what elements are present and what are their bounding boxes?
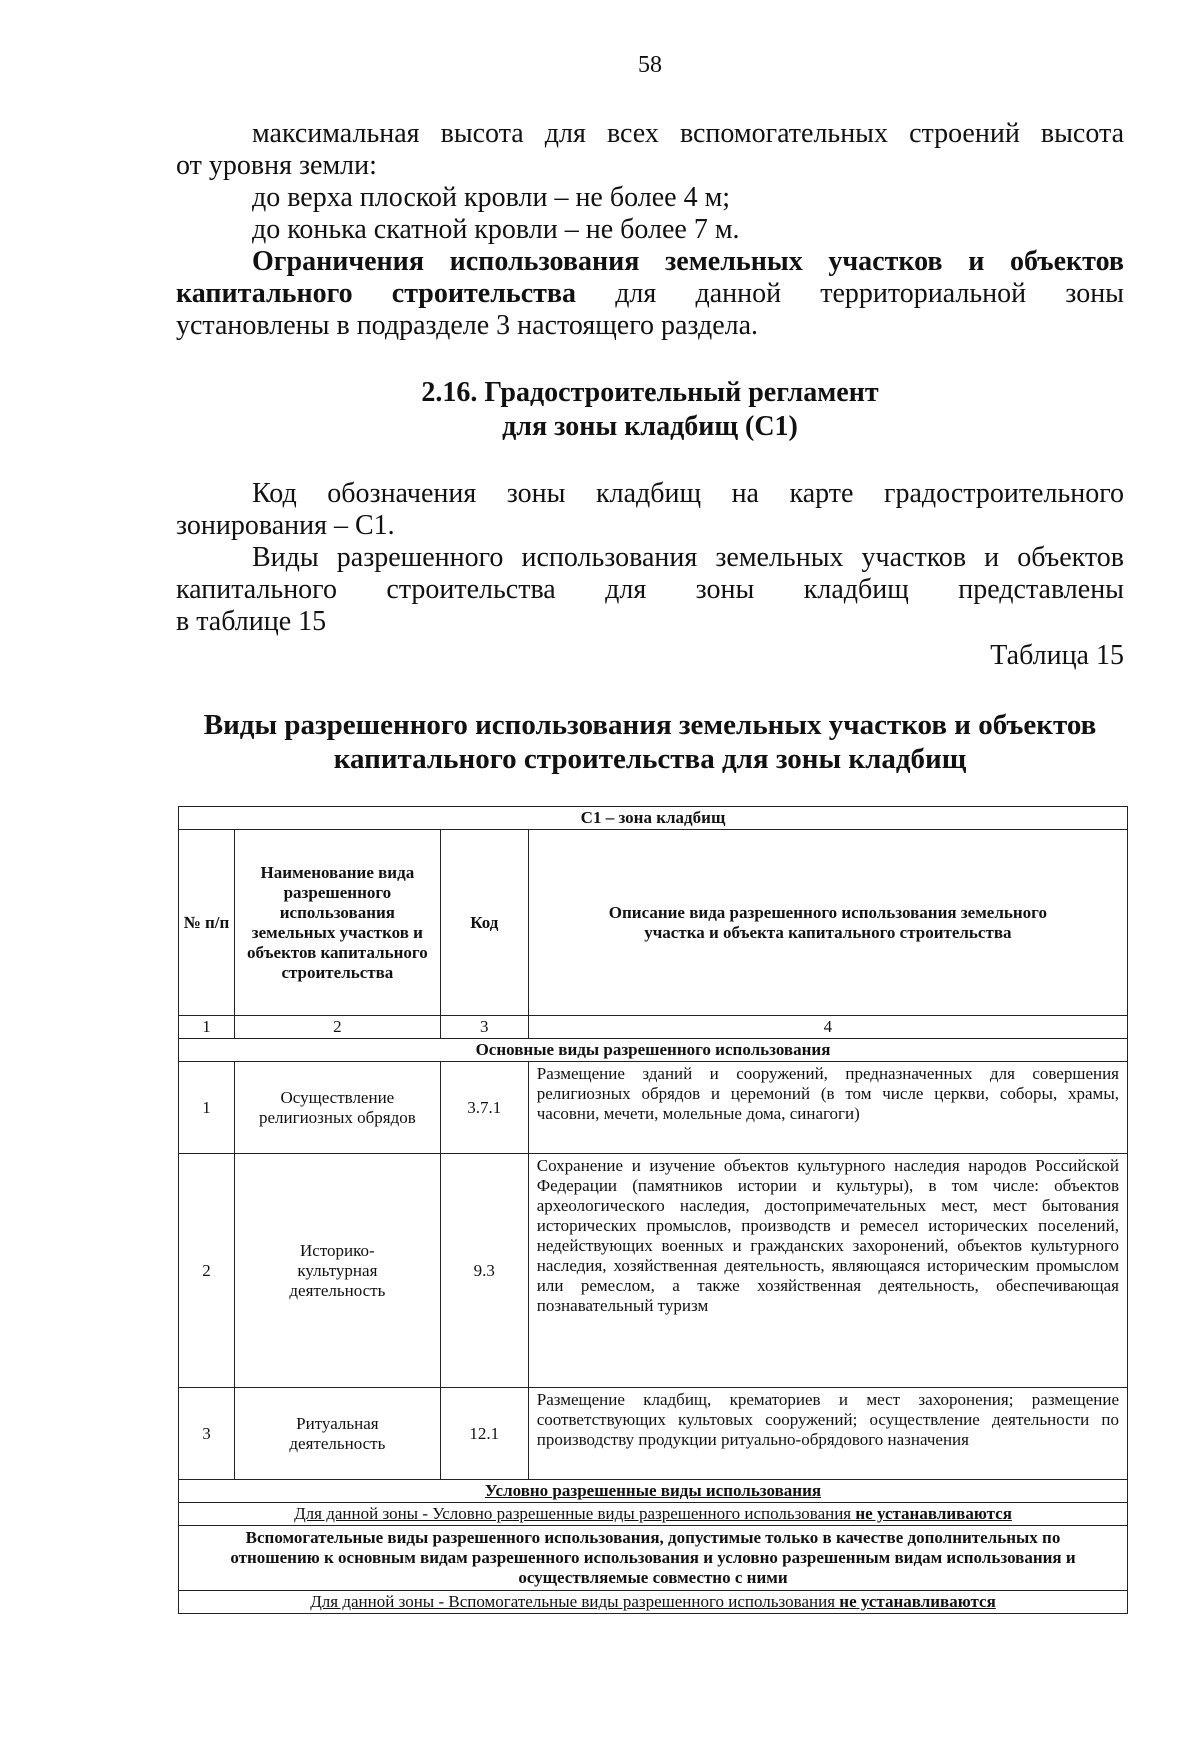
intro-line-1: максимальная высота для всех вспомогательных строений высота (252, 118, 1124, 149)
col-header-description: Описание вида разрешенного использования земельного участка и объекта капитального строительства (528, 830, 1127, 1016)
col-header-name: Наименование вида разрешенного использования земельных участков и объектов капитального строительства (234, 830, 440, 1016)
table-title-line-2: капитального строительства для зоны кладбищ (333, 743, 967, 775)
restrict-bold-2: капитального строительства (176, 278, 577, 309)
restrict-rest-2: для данной территориальной зоны (615, 278, 1124, 309)
main-section-header: Основные виды разрешенного использования (179, 1039, 1128, 1062)
body-p2-line-1: Виды разрешенного использования земельных участков и объектов (252, 542, 1124, 573)
col-header-code: Код (440, 830, 528, 1016)
row-name: Ритуальная деятельность (234, 1388, 440, 1480)
auxiliary-note-bold: не устанавливаются (839, 1592, 996, 1611)
row-description: Сохранение и изучение объектов культурного наследия народов Российской Федерации (памятников истории и культуры), в том числе: объектов археологического наследия, достопримечательных мест, мест бытования исторических промыслов, производств и ремесел исторических поселений, недействующих военных и гражданских захоронений, объектов культурного наследия, хозяйственная деятельность, являющаяся историческим промыслом или ремеслом, а также хозяйственная деятельность, обеспечивающая познавательный туризм (528, 1154, 1127, 1388)
restrict-line-2 (176, 278, 1124, 310)
auxiliary-note-prefix: Для данной зоны - Вспомогательные виды разрешенного использования (310, 1592, 836, 1611)
body-p2-line-3: в таблице 15 (176, 606, 327, 637)
intro-line-3: до верха плоской кровли – не более 4 м; (252, 182, 731, 213)
conditional-note-bold: не устанавливаются (855, 1504, 1012, 1523)
column-number-row (179, 1016, 1128, 1039)
row-num: 2 (179, 1154, 235, 1388)
intro-line-4: до конька скатной кровли – не более 7 м. (252, 214, 740, 245)
intro-block (176, 118, 1124, 342)
conditional-note (179, 1503, 1128, 1526)
table-label: Таблица 15 (990, 640, 1124, 671)
body-p1-line-1: Код обозначения зоны кладбищ на карте градостроительного (252, 478, 1124, 509)
body-p1-line-2: зонирования – С1. (176, 510, 395, 541)
auxiliary-note (179, 1591, 1128, 1614)
section-title-line-2: для зоны кладбищ (С1) (502, 411, 798, 442)
row-code: 9.3 (440, 1154, 528, 1388)
restrict-line-3: установлены в подразделе 3 настоящего раздела. (176, 310, 759, 341)
zone-table (178, 806, 1128, 1614)
col-number: 2 (234, 1016, 440, 1039)
col-header-num: № п/п (179, 830, 235, 1016)
body-p2-line-2: капитального строительства для зоны кладбищ представлены (176, 574, 1124, 605)
conditional-section-row (179, 1480, 1128, 1503)
zone-header-row (179, 807, 1128, 830)
auxiliary-section-row (179, 1526, 1128, 1591)
row-code: 12.1 (440, 1388, 528, 1480)
zone-header: С1 – зона кладбищ (179, 807, 1128, 830)
row-description: Размещение кладбищ, крематориев и мест захоронения; размещение соответствующих культовых сооружений; осуществление деятельности по производству продукции ритуально-обрядового назначения (528, 1388, 1127, 1480)
row-num: 3 (179, 1388, 235, 1480)
conditional-note-row (179, 1503, 1128, 1526)
intro-line-2: от уровня земли: (176, 150, 377, 181)
col-number: 4 (528, 1016, 1127, 1039)
conditional-section-header: Условно разрешенные виды использования (179, 1480, 1128, 1503)
col-number: 1 (179, 1016, 235, 1039)
body-block (176, 478, 1124, 638)
row-name: Осуществление религиозных обрядов (234, 1062, 440, 1154)
conditional-note-prefix: Для данной зоны - Условно разрешенные виды разрешенного использования (294, 1504, 852, 1523)
restrict-line-1: Ограничения использования земельных участков и объектов (252, 246, 1124, 277)
row-code: 3.7.1 (440, 1062, 528, 1154)
section-title-line-1: 2.16. Градостроительный регламент (421, 377, 879, 408)
table-title (176, 708, 1124, 776)
section-heading (176, 376, 1124, 444)
table-title-line-1: Виды разрешенного использования земельных участков и объектов (203, 709, 1097, 741)
main-section-row (179, 1039, 1128, 1062)
table-row (179, 1062, 1128, 1154)
auxiliary-note-row (179, 1591, 1128, 1614)
row-description: Размещение зданий и сооружений, предназначенных для совершения религиозных обрядов и церемоний (в том числе церкви, соборы, храмы, часовни, мечети, молельные дома, синагоги) (528, 1062, 1127, 1154)
auxiliary-section-header: Вспомогательные виды разрешенного использования, допустимые только в качестве дополнительных по отношению к основным видам разрешенного использования и условно разрешенным видам использования и осуществляемые совместно с ними (179, 1526, 1128, 1591)
table-row (179, 1154, 1128, 1388)
col-number: 3 (440, 1016, 528, 1039)
page-number: 58 (638, 52, 662, 78)
table-row (179, 1388, 1128, 1480)
column-header-row (179, 830, 1128, 1016)
row-num: 1 (179, 1062, 235, 1154)
row-name: Историко-культурная деятельность (234, 1154, 440, 1388)
